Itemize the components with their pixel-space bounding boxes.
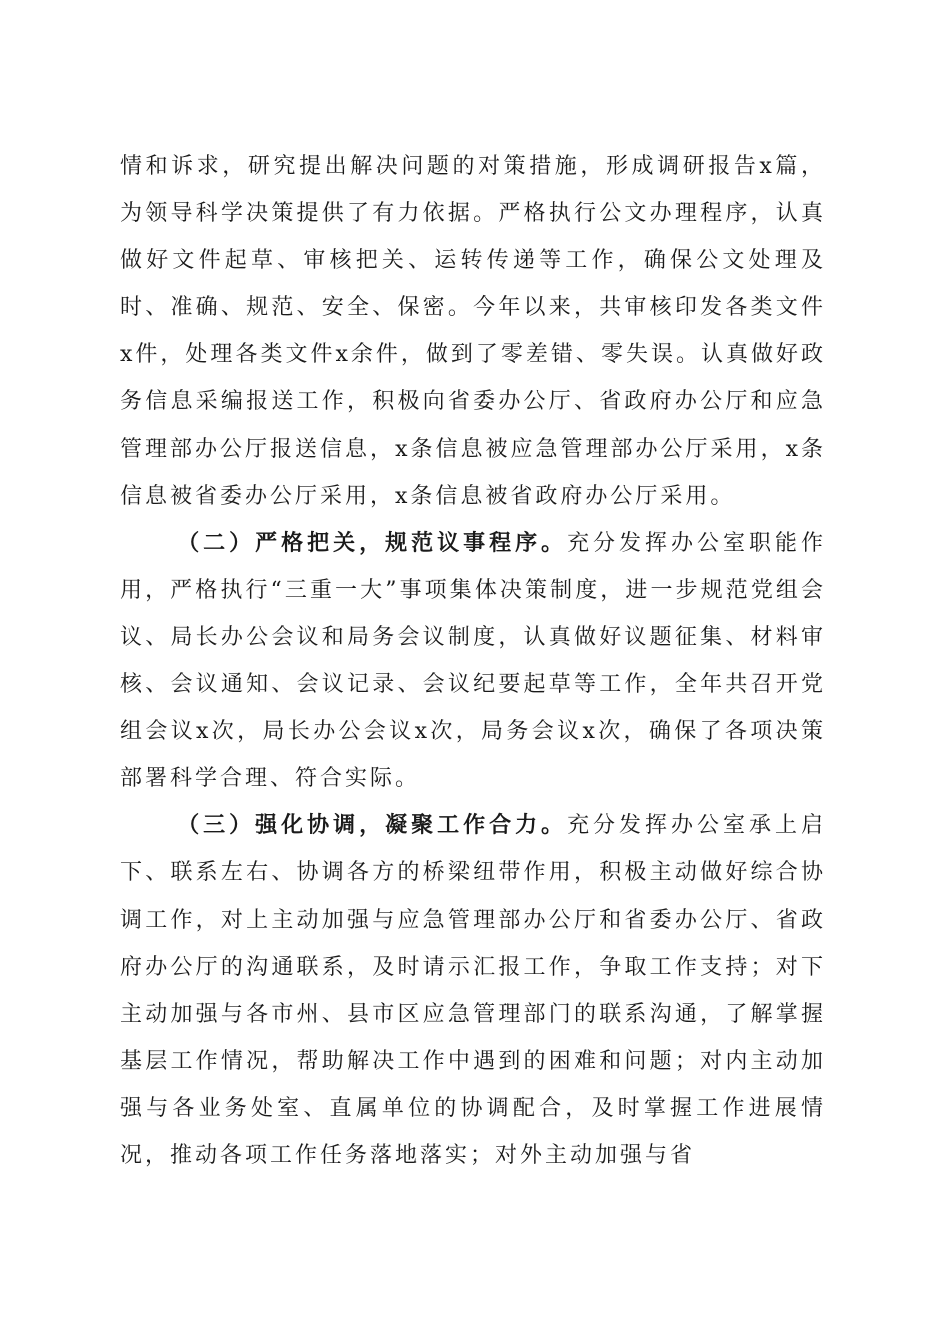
section-heading: （三）强化协调，凝聚工作合力。 (177, 812, 568, 839)
paragraph-text: 充分发挥办公室职能作用，严格执行“三重一大”事项集体决策制度，进一步规范党组会议、局长办公会议和局务会议制度，认真做好议题征集、材料审核、会议通知、会议记录、会议纪要起草等工作，全年共召开党组会议x次，局长办公会议x次，局务会议x次，确保了各项决策部署科学合理、符合实际。 (120, 530, 826, 792)
section-heading: （二）严格把关，规范议事程序。 (177, 529, 568, 556)
paragraph-continued (120, 143, 826, 520)
paragraph-text: 情和诉求，研究提出解决问题的对策措施，形成调研报告x篇，为领导科学决策提供了有力依据。严格执行公文办理程序，认真做好文件起草、审核把关、运转传递等工作，确保公文处理及时、准确、规范、安全、保密。今年以来，共审核印发各类文件x件，处理各类文件x余件，做到了零差错、零失误。认真做好政务信息采编报送工作，积极向省委办公厅、省政府办公厅和应急管理部办公厅报送信息，x条信息被应急管理部办公厅采用，x条信息被省委办公厅采用，x条信息被省政府办公厅采用。 (120, 154, 826, 509)
paragraph-section-3 (120, 802, 826, 1179)
document-body (120, 143, 826, 1179)
paragraph-section-2 (120, 520, 826, 803)
paragraph-text: 充分发挥办公室承上启下、联系左右、协调各方的桥梁纽带作用，积极主动做好综合协调工作，对上主动加强与应急管理部办公厅和省委办公厅、省政府办公厅的沟通联系，及时请示汇报工作，争取工作支持；对下主动加强与各市州、县市区应急管理部门的联系沟通，了解掌握基层工作情况，帮助解决工作中遇到的困难和问题；对内主动加强与各业务处室、直属单位的协调配合，及时掌握工作进展情况，推动各项工作任务落地落实；对外主动加强与省 (120, 813, 826, 1168)
